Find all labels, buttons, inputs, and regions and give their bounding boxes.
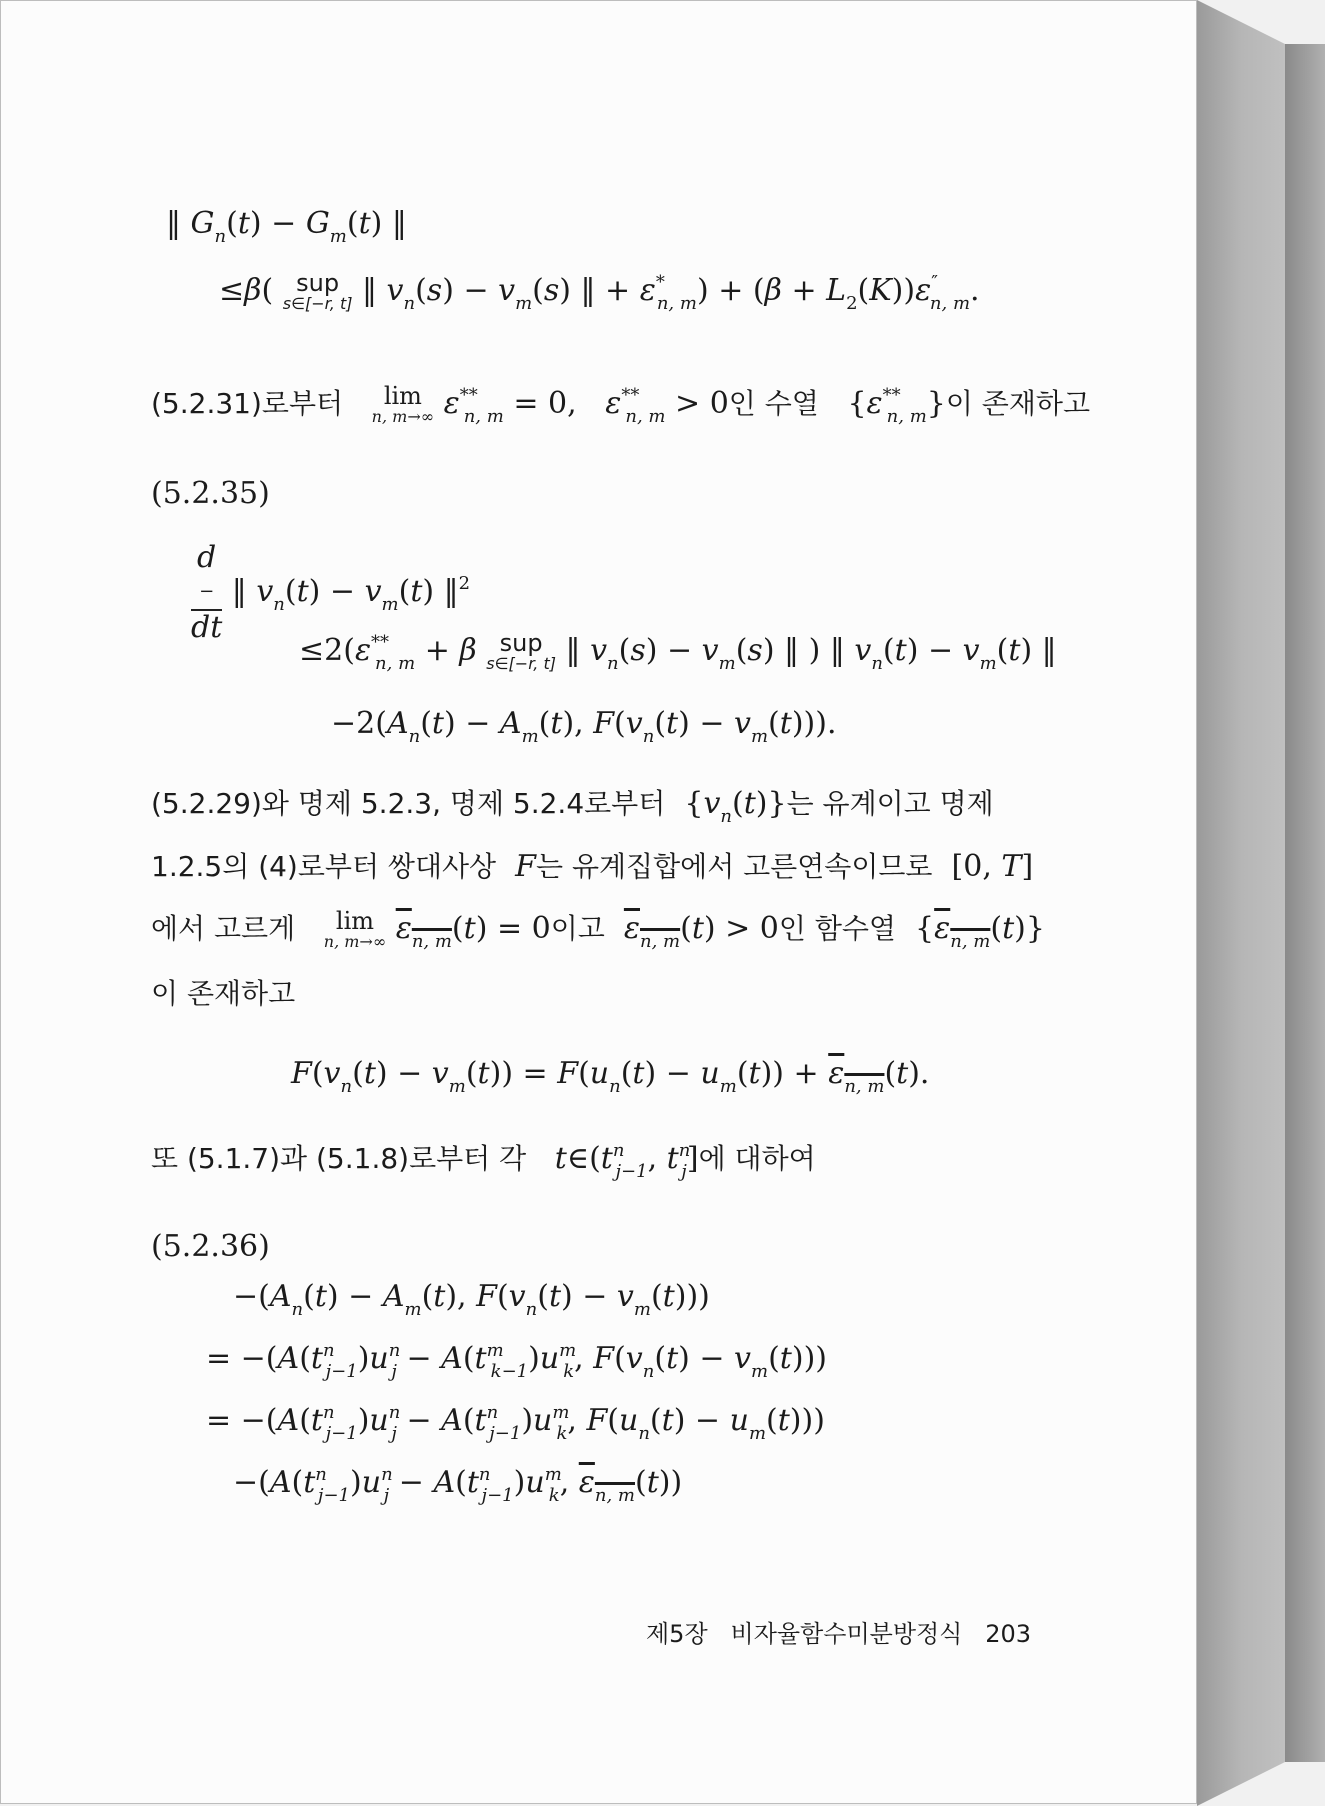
equation-line: $-2(A_n(t) - A_m(t)$, $F(v_n(t) - v_m(t))$). — [331, 706, 837, 747]
book-pages-edge — [1285, 44, 1325, 1762]
text-p2-l1a: (5.2.29)와 명제 5.2.3, 명제 5.2.4로부터 — [151, 787, 666, 820]
text-p2-l3c: 인 함수열 — [778, 912, 896, 945]
equation-line: $\le 2(\varepsilon^{**}_{n, m} + \beta$ sup s∈[−r, t] ‖ $v_n(s) - v_m(s)$ ‖ ) ‖ $v_n(t) - v_m(t)$ ‖ — [299, 629, 1057, 674]
text-p1-end: 이 존재하고 — [945, 387, 1091, 420]
equation-line: = $-(A(t^n_{j-1})u^n_j - A(t^m_{k-1})u^m_k$, $F(v_n(t) - v_m(t))$) — [206, 1340, 827, 1382]
text-p2-l4: 이 존재하고 — [151, 977, 296, 1010]
equation-line: ‖ $G_n(t) - G_m(t)$ ‖ — [166, 206, 407, 247]
text-p2-l3a: 에서 고르게 — [151, 912, 296, 945]
paragraph-line: 또 (5.1.7)과 (5.1.8)로부터 각 $t\in(t^n_{j-1}$, $t^n_j$]에 대하여 — [151, 1140, 816, 1182]
equation-label: (5.2.36) — [151, 1229, 270, 1264]
page-number: 203 — [985, 1620, 1032, 1648]
text-p1-mid: 인 수열 — [728, 387, 819, 420]
text-p3a: 또 (5.1.7)과 (5.1.8)로부터 각 — [151, 1142, 527, 1175]
paragraph-line: 에서 고르게 lim n, m→∞ $\varepsilon_{n, m}(t) = 0$이고 $\varepsilon_{n, m}(t) > 0$인 함수열 $\{\varepsilon_{n, m}(t)\}$ — [151, 907, 1045, 952]
text-p2-l3b: 이고 — [550, 912, 605, 945]
text-p2-l2b: 는 유계집합에서 고른연속이므로 — [536, 850, 933, 883]
paragraph-line — [151, 976, 295, 1012]
footer-title: 비자율함수미분방정식 — [730, 1620, 963, 1648]
text-p3b: 에 대하여 — [698, 1142, 816, 1175]
text-p2-l2: 1.2.5의 (4)로부터 쌍대사상 — [151, 850, 497, 883]
paragraph-line: (5.2.29)와 명제 5.2.3, 명제 5.2.4로부터 $\{v_n(t)\}$는 유계이고 명제 — [151, 786, 994, 827]
text-p1-label: (5.2.31)로부터 — [151, 387, 344, 420]
equation-line: d − dt ‖ $v_n(t) - v_m(t)$ ‖$^2$ — [191, 540, 471, 645]
text-p2-l1b: 는 유계이고 명제 — [786, 787, 994, 820]
equation-line: $-(A(t^n_{j-1})u^n_j - A(t^n_{j-1})u^m_k$, $\varepsilon_{n, m}(t)$) — [233, 1464, 683, 1506]
paragraph-line: (5.2.31)로부터 lim n, m→∞ $\varepsilon^{**}_{n, m} = 0$, $\varepsilon^{**}_{n, m} > 0$인 수열 $\{\varepsilon^{**}_{n, m}\}$이 존재하고 — [151, 382, 1091, 427]
equation-line: ≤β( sup s∈[−r, t] ‖ $v_n(s) - v_m(s)$ ‖ + $\varepsilon^*_{n, m}) + (\beta + L_2(K))\varepsilon''_{n, m}$. — [219, 269, 980, 314]
page-footer — [646, 1616, 1031, 1652]
equation-label: (5.2.35) — [151, 476, 270, 511]
equation-line: $F(v_n(t) - v_m(t)) = F(u_n(t) - u_m(t)) + \varepsilon_{n, m}(t)$. — [291, 1056, 930, 1097]
paragraph-line: 1.2.5의 (4)로부터 쌍대사상 F는 유계집합에서 고른연속이므로 [0, T] — [151, 849, 1034, 884]
footer-chapter: 제5장 — [646, 1620, 708, 1648]
equation-line: $-(A_n(t) - A_m(t)$, $F(v_n(t) - v_m(t))$) — [233, 1279, 710, 1320]
equation-line: = $-(A(t^n_{j-1})u^n_j - A(t^n_{j-1})u^m_k$, $F(u_n(t) - u_m(t))$) — [206, 1402, 825, 1444]
